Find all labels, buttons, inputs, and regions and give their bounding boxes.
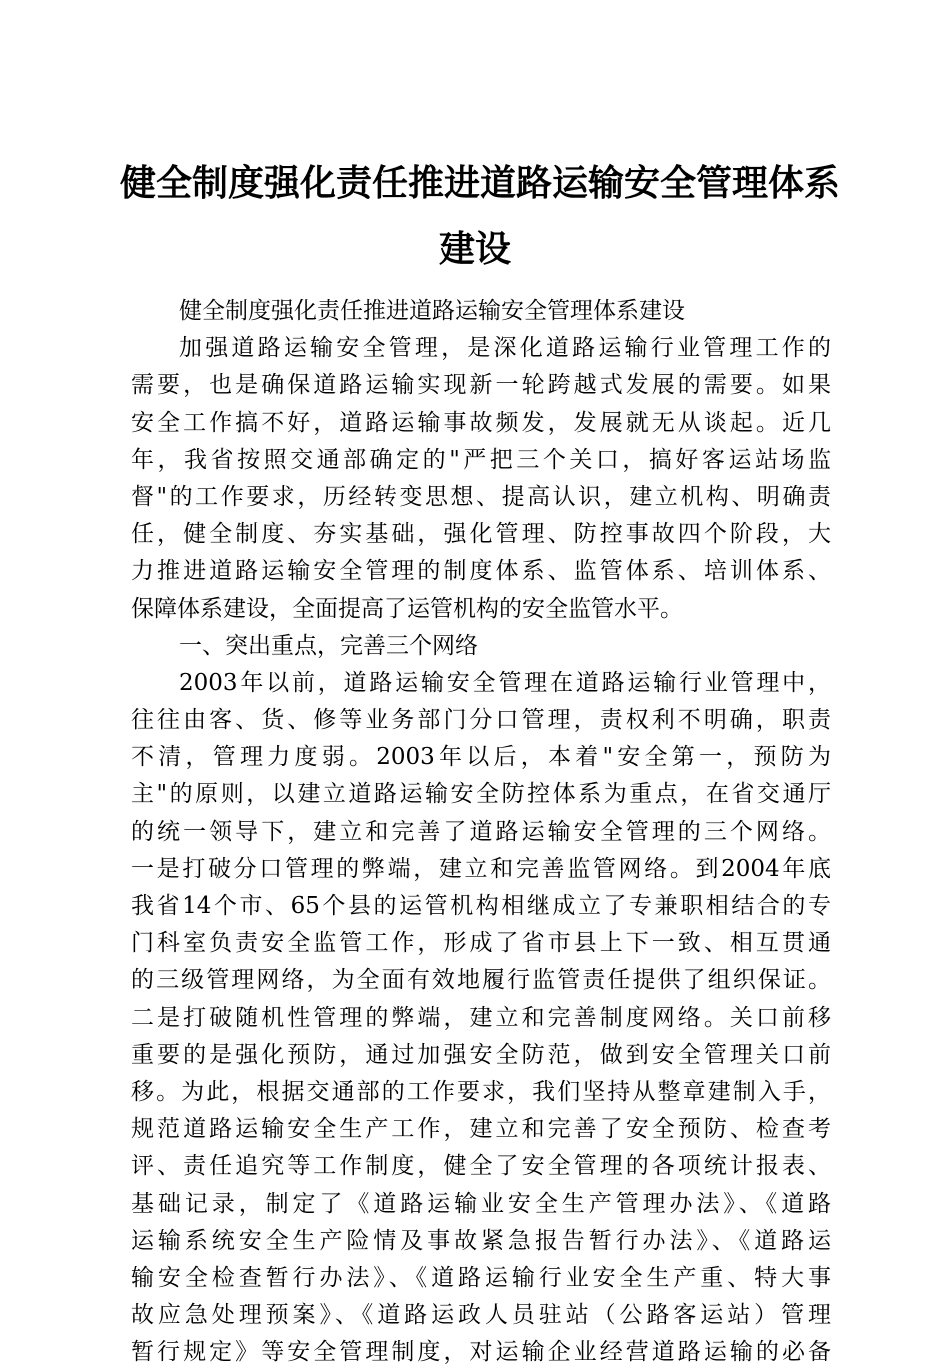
paragraph-line: 重要的是强化预防，通过加强安全防范，做到安全管理关口前 bbox=[131, 1041, 831, 1068]
paragraph-line: 暂行规定》等安全管理制度，对运输企业经营道路运输的必备 bbox=[131, 1339, 831, 1366]
paragraph-line: 不清，管理力度弱。2003年以后，本着"安全第一，预防为 bbox=[131, 744, 831, 771]
document-title bbox=[120, 150, 841, 282]
paragraph-line: 我省14个市、65个县的运管机构相继成立了专兼职相结合的专 bbox=[131, 893, 831, 919]
paragraph-line: 故应急处理预案》、《道路运政人员驻站（公路客运站）管理 bbox=[131, 1302, 831, 1329]
paragraph-line: 任，健全制度、夯实基础，强化管理、防控事故四个阶段，大 bbox=[131, 521, 831, 548]
paragraph-line: 输安全检查暂行办法》、《道路运输行业安全生产重、特大事 bbox=[131, 1264, 831, 1291]
paragraph-line: 基础记录，制定了《道路运输业安全生产管理办法》、《道路 bbox=[131, 1190, 831, 1217]
title-line-1: 健全制度强化责任推进道路运输安全管理体系 bbox=[120, 162, 841, 204]
section-heading: 一、突出重点，完善三个网络 bbox=[179, 632, 478, 659]
paragraph-line: 的三级管理网络，为全面有效地履行监管责任提供了组织保证。 bbox=[131, 967, 831, 994]
paragraph-line: 督"的工作要求，历经转变思想、提高认识，建立机构、明确责 bbox=[131, 483, 831, 510]
document-body bbox=[131, 293, 831, 1371]
paragraph-line: 移。为此，根据交通部的工作要求，我们坚持从整章建制入手， bbox=[131, 1078, 831, 1105]
paragraph-line: 安全工作搞不好，道路运输事故频发，发展就无从谈起。近几 bbox=[131, 409, 831, 436]
paragraph-line: 保障体系建设，全面提高了运管机构的安全监管水平。 bbox=[131, 595, 683, 622]
paragraph-line: 力推进道路运输安全管理的制度体系、监管体系、培训体系、 bbox=[131, 558, 831, 585]
paragraph-line: 需要，也是确保道路运输实现新一轮跨越式发展的需要。如果 bbox=[131, 372, 831, 399]
subtitle-line: 健全制度强化责任推进道路运输安全管理体系建设 bbox=[179, 298, 685, 324]
paragraph-line: 年，我省按照交通部确定的"严把三个关口，搞好客运站场监 bbox=[131, 446, 831, 473]
title-line-2: 建设 bbox=[438, 228, 511, 270]
paragraph-line: 的统一领导下，建立和完善了道路运输安全管理的三个网络。 bbox=[131, 818, 831, 845]
paragraph-line: 加强道路运输安全管理，是深化道路运输行业管理工作的 bbox=[179, 335, 831, 362]
paragraph-line: 主"的原则，以建立道路运输安全防控体系为重点，在省交通厅 bbox=[131, 781, 831, 808]
paragraph-line: 规范道路运输安全生产工作，建立和完善了安全预防、检查考 bbox=[131, 1116, 831, 1143]
paragraph-line: 2003年以前，道路运输安全管理在道路运输行业管理中， bbox=[179, 669, 831, 696]
paragraph-line: 评、责任追究等工作制度，健全了安全管理的各项统计报表、 bbox=[131, 1153, 831, 1180]
paragraph-line: 往往由客、货、修等业务部门分口管理，责权利不明确，职责 bbox=[131, 707, 831, 734]
paragraph-line: 门科室负责安全监管工作，形成了省市县上下一致、相互贯通 bbox=[131, 930, 831, 957]
paragraph-line: 二是打破随机性管理的弊端，建立和完善制度网络。关口前移 bbox=[131, 1004, 831, 1031]
paragraph-line: 运输系统安全生产险情及事故紧急报告暂行办法》、《道路运 bbox=[131, 1227, 831, 1254]
paragraph-line: 一是打破分口管理的弊端，建立和完善监管网络。到2004年底 bbox=[131, 855, 831, 882]
